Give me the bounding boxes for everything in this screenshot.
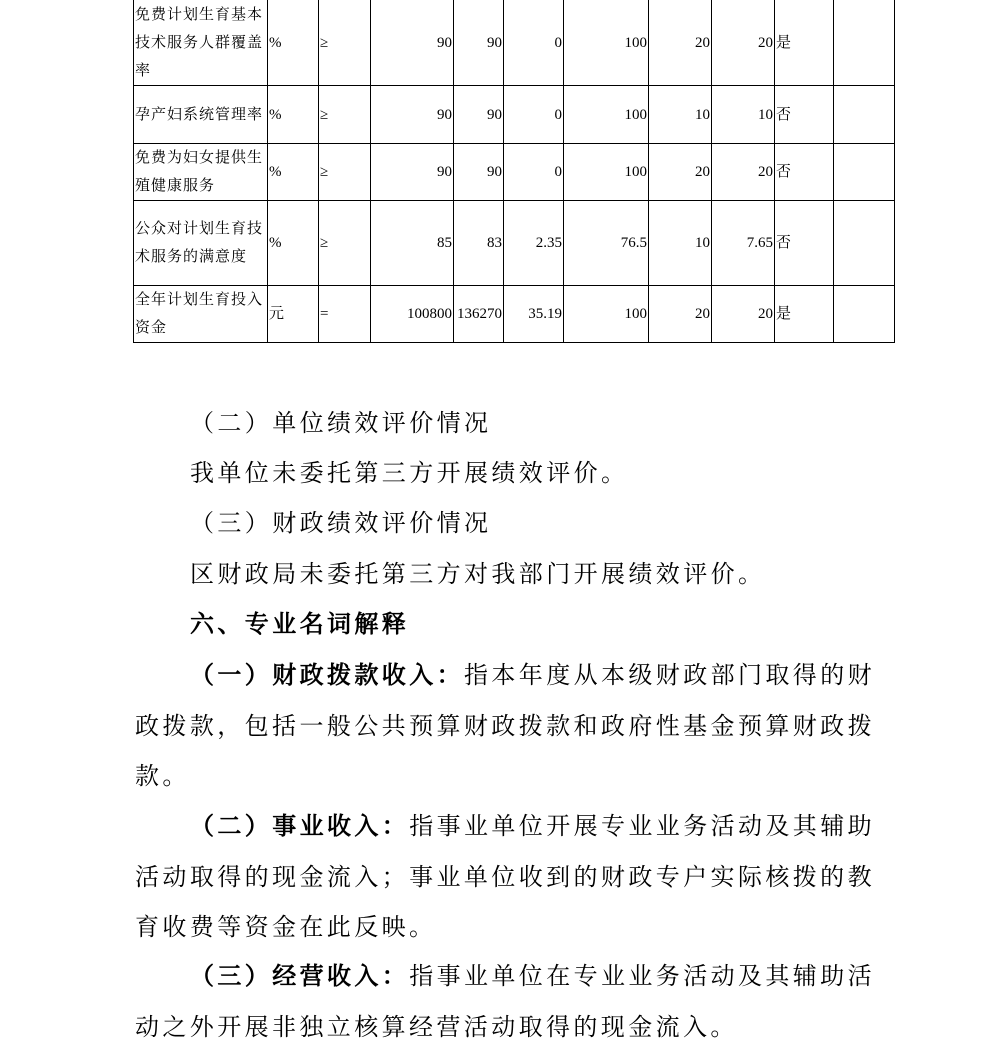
glossary-item-business [135,801,875,953]
cell-name: 免费为妇女提供生殖健康服务 [134,144,268,201]
term: （三）经营收入： [190,961,410,990]
cell-op: = [319,286,371,343]
section-heading-finance-eval: （三）财政绩效评价情况 [190,509,492,537]
section-heading-unit-eval: （二）单位绩效评价情况 [190,409,492,437]
cell-actual: 136270 [454,286,504,343]
cell-target: 90 [371,86,454,144]
cell-note [834,0,895,86]
table-row [134,144,895,201]
cell-rate: 76.5 [564,201,649,286]
cell-weight: 20 [649,0,712,86]
cell-note [834,201,895,286]
cell-unit: % [268,86,319,144]
cell-op: ≥ [319,86,371,144]
cell-rate: 100 [564,144,649,201]
cell-flag: 是 [775,286,834,343]
paragraph-finance-eval: 区财政局未委托第三方对我部门开展绩效评价。 [190,560,766,588]
cell-flag: 否 [775,144,834,201]
table-row [134,286,895,343]
cell-actual: 90 [454,144,504,201]
term: （一）财政拨款收入： [190,660,464,689]
definition: 指事业单位开展专业业务活动及其辅助活动取得的现金流入；事业单位收到的财政专户实际核拨的教育收费等资金在此反映。 [135,812,876,941]
cell-name: 孕产妇系统管理率 [134,86,268,144]
cell-name: 全年计划生育投入资金 [134,286,268,343]
cell-weight: 20 [649,286,712,343]
cell-rate: 100 [564,286,649,343]
cell-weight: 10 [649,86,712,144]
cell-op: ≥ [319,144,371,201]
cell-note [834,144,895,201]
section-heading-glossary: 六、专业名词解释 [190,609,410,638]
cell-actual: 83 [454,201,504,286]
cell-flag: 是 [775,0,834,86]
term: （二）事业收入： [190,811,410,840]
cell-actual: 90 [454,0,504,86]
cell-unit: % [268,201,319,286]
cell-deviation: 0 [504,144,564,201]
cell-unit: 元 [268,286,319,343]
cell-score: 20 [712,0,775,86]
cell-flag: 否 [775,86,834,144]
cell-name: 公众对计划生育技术服务的满意度 [134,201,268,286]
cell-note [834,286,895,343]
cell-deviation: 35.19 [504,286,564,343]
cell-unit: % [268,0,319,86]
definition: 指本年度从本级财政部门取得的财政拨款，包括一般公共预算财政拨款和政府性基金预算财政拨款。 [135,661,875,790]
cell-unit: % [268,144,319,201]
cell-name: 免费计划生育基本技术服务人群覆盖率 [134,0,268,86]
cell-note [834,86,895,144]
cell-score: 20 [712,144,775,201]
performance-table [133,0,895,343]
definition: 指事业单位在专业业务活动及其辅助活动之外开展非独立核算经营活动取得的现金流入。 [135,962,876,1041]
cell-target: 100800 [371,286,454,343]
cell-rate: 100 [564,86,649,144]
cell-target: 90 [371,144,454,201]
cell-op: ≥ [319,201,371,286]
cell-weight: 20 [649,144,712,201]
table-row [134,201,895,286]
cell-score: 20 [712,286,775,343]
cell-deviation: 0 [504,86,564,144]
cell-op: ≥ [319,0,371,86]
cell-target: 85 [371,201,454,286]
table-row [134,0,895,86]
paragraph-unit-eval: 我单位未委托第三方开展绩效评价。 [190,459,629,487]
glossary-item-operating [135,951,875,1052]
cell-rate: 100 [564,0,649,86]
cell-flag: 否 [775,201,834,286]
cell-deviation: 0 [504,0,564,86]
cell-target: 90 [371,0,454,86]
table-row [134,86,895,144]
cell-deviation: 2.35 [504,201,564,286]
cell-score: 7.65 [712,201,775,286]
cell-actual: 90 [454,86,504,144]
cell-weight: 10 [649,201,712,286]
glossary-item-fiscal [135,650,875,802]
cell-score: 10 [712,86,775,144]
